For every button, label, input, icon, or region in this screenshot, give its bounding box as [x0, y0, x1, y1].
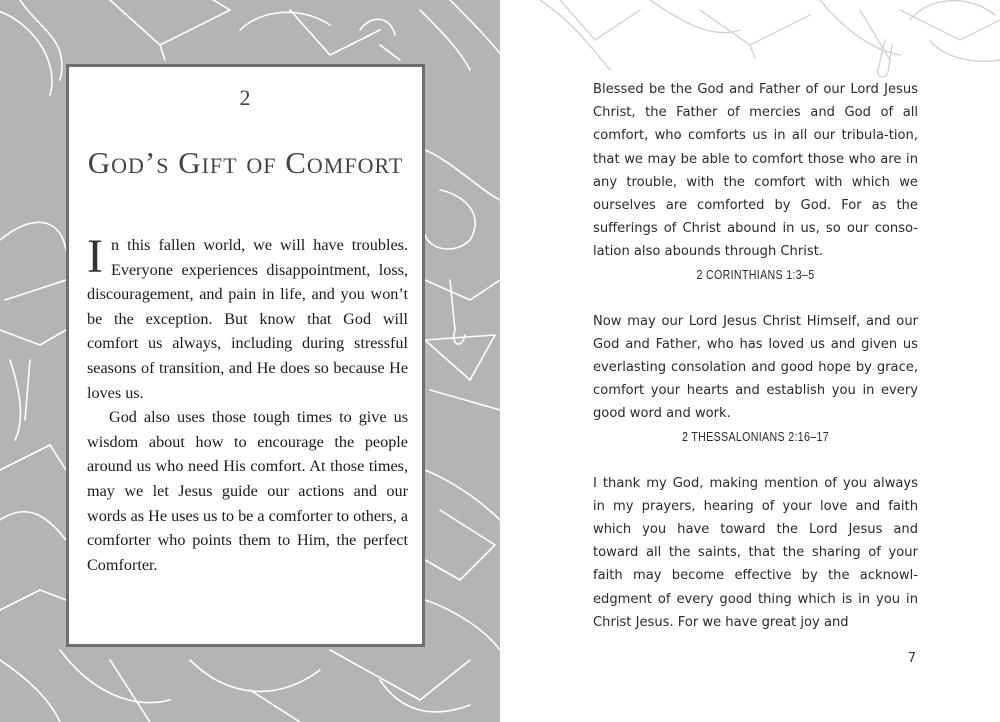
verse-reference: 2 CORINTHIANS 1:3–5	[696, 267, 815, 282]
right-page	[500, 0, 1000, 722]
chapter-body	[87, 230, 408, 577]
chapter-card	[66, 64, 425, 647]
drop-cap: I	[87, 230, 103, 283]
paragraph-text: n this fallen world, we will have troubles. Everyone experiences disappointment, loss, discouragement, and pain in life, and you won’t be the exception. But know that God will comfort us always, including during stressful seasons of transition, and He does so because He loves us.	[87, 236, 408, 402]
page-number: 7	[907, 651, 916, 666]
paragraph: God also uses those tough times to give us wisdom about how to encourage the people around us who need His comfort. At those times, may we let Jesus guide our actions and our words as He uses us to be a comforter to others, a comforter who points them to Him, the perfect Comforter.	[87, 408, 408, 574]
verse-text: Now may our Lord Jesus Christ Himself, and our God and Father, who has loved us and given us everlasting consolation and good hope by grace, comfort your hearts and establish you in every good word and work.	[593, 313, 918, 422]
verse-text: I thank my God, making mention of you always in my prayers, hearing of your love and faith which you have toward the Lord Jesus and toward all the saints, that the sharing of your faith may become effective by the acknowl-edgment of every good thing which is in you in Christ Jesus. For we have great joy and	[593, 475, 918, 630]
verse-text: Blessed be the God and Father of our Lord Jesus Christ, the Father of mercies and God of all comfort, who comforts us in all our tribula-tion, that we may be able to comfort those who are in any trouble, with the comfort with which we ourselves are comforted by God. For as the sufferings of Christ abound in us, so our conso-lation also abounds through Christ.	[593, 82, 918, 260]
verse-reference: 2 THESSALONIANS 2:16–17	[681, 429, 829, 444]
scripture-passages	[593, 78, 918, 634]
paragraph	[87, 230, 408, 405]
chapter-number: 2	[239, 85, 252, 110]
chapter-title: God’s Gift of Comfort	[87, 145, 404, 180]
